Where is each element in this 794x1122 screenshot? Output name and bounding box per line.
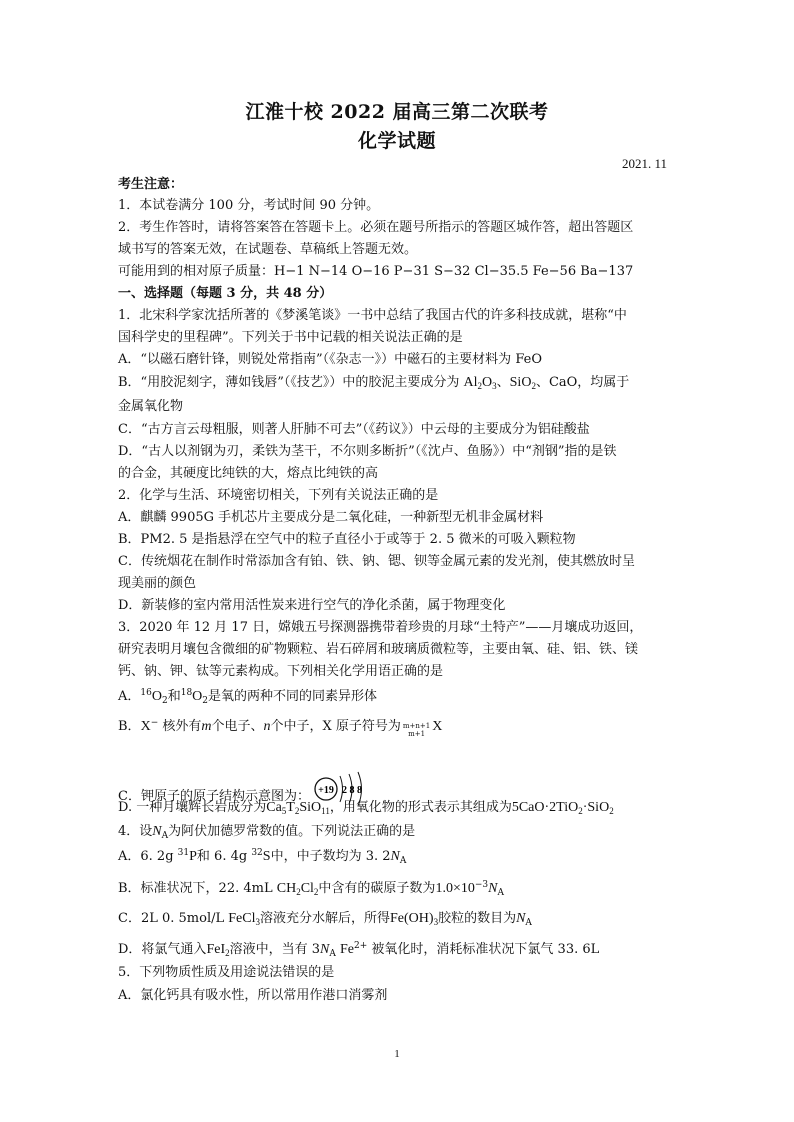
formula-sio2: SiO$_2$ (509, 375, 536, 391)
formula-al2o3: $Al_2O_3$ (463, 375, 497, 391)
notice-heading: 考生注意： (118, 177, 184, 192)
page-number: 1 (394, 1048, 400, 1060)
q2-option-a: A．麒麟 9905G 手机芯片主要成分是二氧化硅，一种新型无机非金属材料 (118, 510, 544, 525)
q1-option-b-text: B．“用胶泥刻字，薄如钱唇”（《技艺》）中的胶泥主要成分为 (118, 375, 460, 390)
q1-option-d-line-2: 的合金，其硬度比纯铁的大，熔点比纯铁的高 (118, 466, 379, 481)
notice-item-2-line-1: 2．考生作答时，请将答案答在答题卡上。必须在题号所指示的答题区城作答，超出答题区 (118, 220, 634, 235)
q1-option-b-tail: 、CaO，均属于 (535, 375, 630, 390)
q2-option-d: D．新装修的室内常用活性炭来进行空气的净化杀菌，属于物理变化 (118, 598, 506, 613)
q1-option-c: C．“古方言云母粗服，则著人肝肺不可去”（《药议》）中云母的主要成分为铝硅酸盐 (118, 422, 590, 437)
q1-option-d-line-1: D．“古人以剂钢为刃，柔铁为茎干，不尔则多断折”（《沈卢、鱼肠》）中“剂钢”指的是铁 (118, 444, 617, 459)
svg-text:2 8 8: 2 8 8 (342, 785, 363, 796)
q3-option-b: B．X− 核外有m个电子、n个中子，X 原子符号为 m+n+1 m+1 X (118, 718, 443, 738)
q3-stem-line-2: 研究表明月壤包含微细的矿物颗粒、岩石碎屑和玻璃质微粒等，主要由氧、硅、铝、铁、镁 (118, 642, 639, 657)
q4-stem: 4．设$N_A$为阿伏加德罗常数的值。下列说法正确的是 (118, 824, 416, 841)
q1-option-b-line-2: 金属氧化物 (118, 399, 184, 414)
q2-option-c-line-2: 现美丽的颜色 (118, 576, 197, 591)
q5-stem: 5．下列物质性质及用途说法错误的是 (118, 965, 335, 980)
formula-oxide-form: 5CaO·2TiO$_2$·SiO$_2$ (511, 800, 614, 816)
formula-ch2cl2: $CH_2Cl_2$ (276, 881, 319, 897)
q3-option-c: C．钾原子的原子结构示意图为： +19 2 8 8 (118, 766, 678, 814)
q4-option-b: B．标准状况下，22. 4mL $CH_2Cl_2$中含有的碳原子数为$1.0\times 10^{-3}N_A$ (118, 880, 504, 898)
svg-text:+19: +19 (318, 785, 334, 796)
section-heading: 一、选择题（每题 3 分，共 48 分） (118, 286, 333, 301)
separator: 、 (496, 375, 510, 390)
q2-option-b: B．PM2. 5 是指悬浮在空气中的粒子直径小于或等于 2. 5 微米的可吸入颗粒物 (118, 532, 576, 547)
q1-option-b (118, 374, 678, 392)
q3-option-a: A．$^{16}O_2$和$^{18}O_2$是氧的两种不同的同素异形体 (118, 688, 378, 706)
q3-stem-line-3: 钙、钠、钾、钛等元素构成。下列相关化学用语正确的是 (118, 664, 444, 679)
atomic-masses: 可能用到的相对原子质量：H−1 N−14 O−16 P−31 S−32 Cl−35.5 Fe−56 Ba−137 (118, 264, 634, 279)
q2-option-c-line-1: C．传统烟花在制作时常添加含有铂、铁、钠、锶、钡等金属元素的发光剂，使其燃放时呈 (118, 554, 635, 569)
formula-lunar-gabbro: $Ca_5T_2SiO_{11}$ (266, 800, 330, 816)
notice-item-2-line-2: 域书写的答案无效，在试题卷、草稿纸上答题无效。 (118, 242, 418, 257)
q4-option-c: C．2L 0. 5mol/L FeCl$_3$溶液充分水解后，所得$Fe(OH)_3$胶粒的数目为$N_A$ (118, 911, 532, 928)
q5-option-a: A．氯化钙具有吸水性，所以常用作港口消雾剂 (118, 988, 388, 1003)
exam-date: 2021. 11 (622, 156, 668, 171)
q1-stem-line-1: 1．北宋科学家沈括所著的《梦溪笔谈》一书中总结了我国古代的许多科技成就，堪称“中 (118, 308, 627, 323)
exam-subtitle: 化学试题 (357, 130, 436, 152)
q4-option-d: D．将氯气通入FeI$_2$溶液中，当有 $3N_A$ $Fe^{2+}$ 被氧化时，消耗标准状况下氯气 33. 6L (118, 941, 600, 959)
exam-title: 江淮十校 2022 届高三第二次联考 (245, 101, 549, 123)
formula-fe-oh-3: $Fe(OH)_3$ (390, 911, 439, 927)
q3-option-d: D. 一种月壤辉长岩成分为$Ca_5T_2SiO_{11}$，用氧化物的形式表示其组成为5CaO·2TiO$_2$·SiO$_2$ (118, 800, 614, 816)
notice-item-1: 1．本试卷满分 100 分，考试时间 90 分钟。 (118, 198, 380, 213)
formula-fecl3: FeCl$_3$ (228, 911, 260, 927)
q1-option-a: A．“以磁石磨针锋，则锐处常指南”（《杂志一》）中磁石的主要材料为 FeO (118, 352, 542, 367)
atomic-symbol-numbers: m+n+1 m+1 (402, 722, 431, 738)
formula-fei2: FeI$_2$ (206, 942, 230, 958)
q4-option-a: A．6. 2g $^{31}$P和 6. 4g $^{32}$S中，中子数均为 3. $2N_A$ (118, 848, 407, 866)
q1-stem-line-2: 国科学史的里程碑”。下列关于书中记载的相关说法正确的是 (118, 330, 463, 345)
q3-stem-line-1: 3．2020 年 12 月 17 日，嫦娥五号探测器携带着珍贵的月球“土特产”——月壤成功返回， (118, 620, 643, 635)
q2-stem: 2．化学与生活、环境密切相关，下列有关说法正确的是 (118, 488, 439, 503)
